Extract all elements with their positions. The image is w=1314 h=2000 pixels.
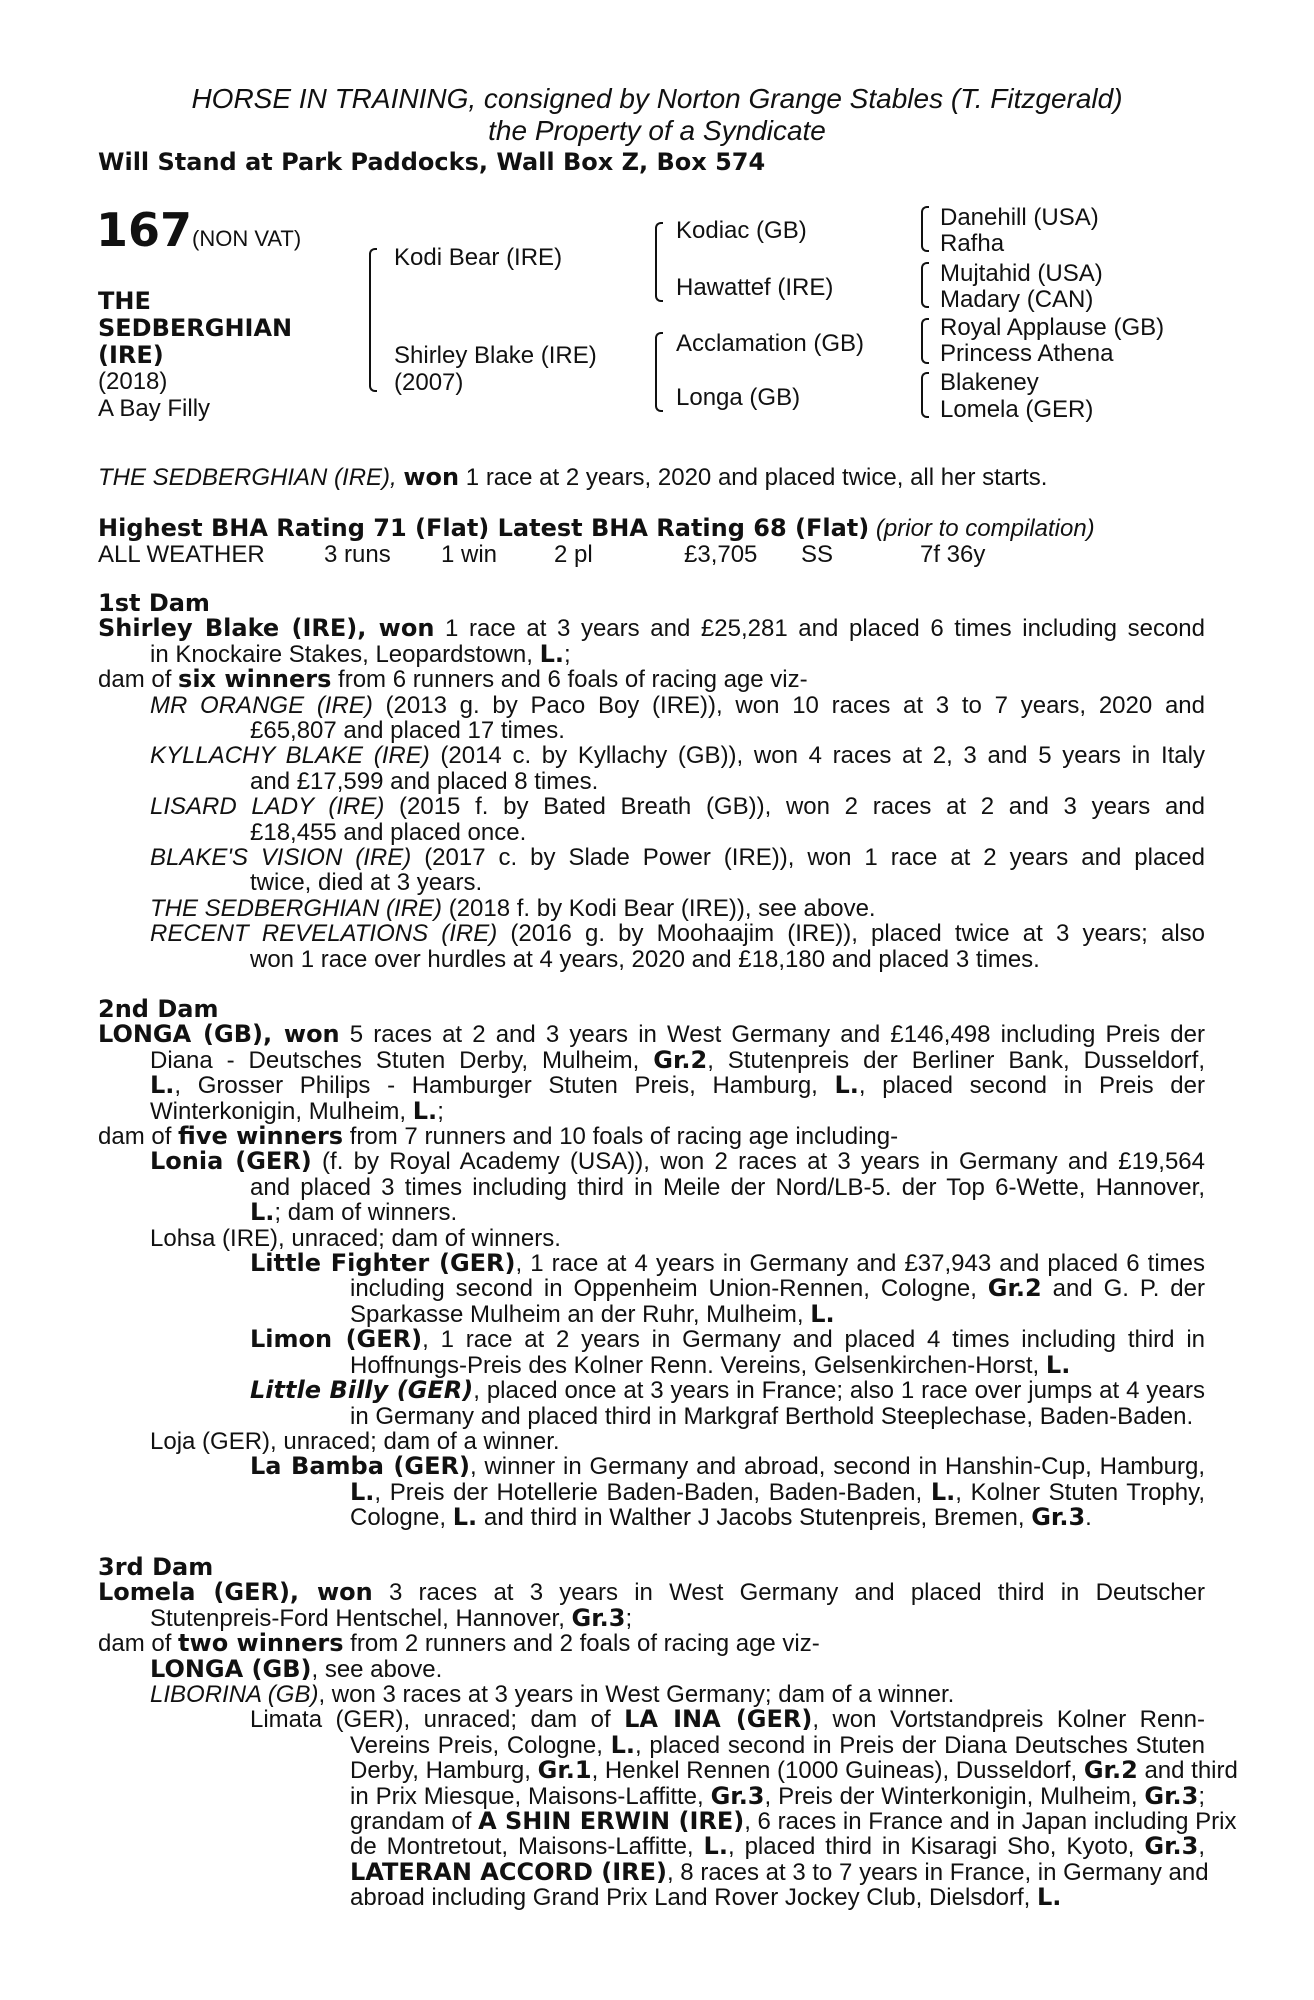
grade: L. (810, 1299, 835, 1328)
pedigree-gen3-1: Danehill (USA) (940, 204, 1099, 231)
pedigree-gen3-5: Royal Applause (GB) (940, 314, 1165, 341)
third-dam-line-2 (98, 1603, 1205, 1632)
winners-count: two winners (178, 1629, 344, 1658)
text: , winner in Germany and abroad, second in Hanshin-Cup, Hamburg, (469, 1453, 1205, 1481)
grade: Gr.3 (1144, 1781, 1199, 1810)
text: 1 race at 3 years and £25,281 and placed 6 times including second (434, 615, 1205, 643)
first-dam-line-6 (98, 743, 1205, 768)
progeny-name: Lonia (GER) (150, 1147, 312, 1176)
text: Winterkonigin, Mulheim, (150, 1097, 413, 1125)
progeny-name: La Bamba (GER) (250, 1452, 470, 1481)
third-dam-line-9 (98, 1781, 1205, 1810)
text: (2014 c. by Kyllachy (GB)), won 4 races at 2, 3 and 5 years in Italy (429, 742, 1205, 770)
text: Limata (GER), unraced; dam of (250, 1706, 625, 1734)
third-dam-heading: 3rd Dam (98, 1553, 214, 1581)
text: , Henkel Rennen (1000 Guineas), Dusseldorf, (591, 1757, 1084, 1785)
text: , won Vortstandpreis Kolner Renn- (812, 1706, 1206, 1734)
pedigree-gen2-1: Kodiac (GB) (676, 217, 807, 244)
grade: L. (610, 1730, 636, 1759)
text: , Grosser Philips - Hamburger Stuten Preis, Hamburg, (174, 1072, 835, 1100)
second-dam-line-14 (98, 1350, 1205, 1379)
second-dam-line-3 (98, 1073, 1205, 1098)
lot-vat: (NON VAT) (192, 226, 302, 251)
text: (f. by Royal Academy (USA)), won 2 races at 3 years in Germany and £19,564 (311, 1148, 1206, 1176)
progeny-name: THE SEDBERGHIAN (IRE) (150, 894, 443, 922)
winners-count: six winners (178, 665, 332, 694)
text: ; (437, 1097, 444, 1125)
third-dam-line-5 (98, 1682, 1205, 1707)
pedigree-gen2-2: Hawattef (IRE) (676, 274, 834, 301)
second-dam-line-20 (98, 1505, 1205, 1530)
third-dam-line-6 (98, 1707, 1205, 1732)
text: (2018 f. by Kodi Bear (IRE)), see above. (442, 894, 876, 922)
grade: L. (703, 1832, 728, 1861)
third-dam-line-4 (98, 1654, 1205, 1683)
pedigree-gen3-2: Rafha (940, 230, 1005, 257)
pedigree-brace-4 (921, 206, 929, 252)
text: , Kolner Stuten Trophy, (955, 1478, 1205, 1506)
text: . (1085, 1504, 1092, 1532)
text: , 8 races at 3 to 7 years in France, in Germany and (666, 1858, 1209, 1886)
text: de Montretout, Maisons-Laffitte, (350, 1833, 704, 1861)
progeny-name: Little Billy (GER) (250, 1376, 474, 1405)
header-line-1: HORSE IN TRAINING, consigned by Norton Grange Stables (T. Fitzgerald) (191, 83, 1123, 114)
text: , 6 races in France and in Japan including Prix (744, 1808, 1237, 1836)
lot-number: 167 (96, 203, 193, 257)
second-dam-line-18 (98, 1454, 1205, 1479)
summary-text: 1 race at 2 years, 2020 and placed twice, all her starts. (465, 464, 1048, 491)
second-dam-line-13 (98, 1327, 1205, 1352)
text: and third in Walther J Jacobs Stutenpreis, Bremen, (477, 1504, 1032, 1532)
lot-name-1: THE (98, 287, 151, 315)
text: , Stutenpreis der Berliner Bank, Dusseldorf, (707, 1046, 1205, 1074)
rating-earnings: £3,705 (684, 541, 758, 568)
text: dam of (98, 1123, 179, 1151)
first-dam-line-13 (98, 921, 1205, 946)
summary-won: won (403, 463, 460, 491)
pedigree-gen3-3: Mujtahid (USA) (940, 260, 1103, 287)
text: ; (1198, 1782, 1205, 1810)
first-dam-line-9: £18,455 and placed once. (250, 818, 527, 846)
text: , placed second in Preis der Diana Deutsches Stuten (635, 1731, 1205, 1759)
grade: L. (1045, 1350, 1071, 1379)
second-dam-heading: 2nd Dam (98, 995, 219, 1023)
lot-year: (2018) (98, 368, 168, 395)
rating-placed: 2 pl (554, 541, 593, 568)
lot-name-2: SEDBERGHIAN (98, 314, 293, 342)
text: (2015 f. by Bated Breath (GB)), won 2 races at 2 and 3 years and (384, 793, 1205, 821)
second-dam-line-12 (98, 1299, 1205, 1328)
dam-name: LONGA (GB), won (98, 1020, 340, 1049)
grade: Gr.3 (1144, 1832, 1199, 1861)
text: (2013 g. by Paco Boy (IRE)), won 10 races at 3 to 7 years, 2020 and (372, 691, 1205, 719)
grade: L. (350, 1477, 375, 1506)
text: , see above. (311, 1655, 443, 1683)
third-dam-line-8 (98, 1756, 1238, 1785)
text: in Knockaire Stakes, Leopardstown, (150, 640, 540, 668)
text: from 6 runners and 6 foals of racing age viz- (331, 666, 808, 694)
text: , 1 race at 2 years in Germany and placed 4 times including third in (422, 1326, 1205, 1354)
text: , won 3 races at 3 years in West Germany; dam of a winner. (318, 1681, 955, 1709)
text: , 1 race at 4 years in Germany and £37,943 and placed 6 times (515, 1250, 1205, 1278)
text: including second in Oppenheim Union-Rennen, Cologne, (350, 1275, 988, 1303)
grade: L. (412, 1096, 438, 1125)
header-line-2: the Property of a Syndicate (488, 115, 826, 146)
first-dam-line-11: twice, died at 3 years. (250, 869, 483, 897)
text: dam of (98, 666, 179, 694)
first-dam-line-10 (98, 845, 1205, 870)
grade: Gr.1 (537, 1756, 592, 1785)
text: Sparkasse Mulheim an der Ruhr, Mulheim, (350, 1300, 811, 1328)
second-dam-line-1 (98, 1022, 1205, 1047)
text: Hoffnungs-Preis des Kolner Renn. Vereins, Gelsenkirchen-Horst, (350, 1351, 1046, 1379)
grade: L. (930, 1477, 956, 1506)
second-dam-line-8 (98, 1200, 1205, 1225)
second-dam-line-7: and placed 3 times including third in Meile der Nord/LB-5. der Top 6-Wette, Hannover, (250, 1173, 1205, 1201)
text: , Preis der Winterkonigin, Mulheim, (764, 1782, 1145, 1810)
text: abroad including Grand Prix Land Rover Jockey Club, Dielsdorf, (350, 1884, 1038, 1912)
progeny-name: Little Fighter (GER) (250, 1249, 516, 1278)
third-dam-line-1 (98, 1580, 1205, 1605)
pedigree-gen2-4: Longa (GB) (676, 384, 801, 411)
lot-desc: A Bay Filly (98, 395, 211, 422)
progeny-name: LATERAN ACCORD (IRE) (350, 1857, 667, 1886)
second-dam-line-4 (98, 1096, 1205, 1125)
second-dam-line-2 (98, 1045, 1205, 1074)
progeny-name: RECENT REVELATIONS (IRE) (150, 920, 498, 948)
grade: Gr.2 (987, 1274, 1042, 1303)
text: , placed second in Preis der (858, 1072, 1205, 1100)
third-dam-line-7 (98, 1730, 1205, 1759)
text: ; (563, 640, 571, 668)
pedigree-gen3-6: Princess Athena (940, 340, 1114, 367)
text: dam of (98, 1630, 179, 1658)
second-dam-line-5 (98, 1124, 1205, 1149)
rating-note: (prior to compilation) (875, 515, 1095, 542)
pedigree-gen3-4: Madary (CAN) (940, 286, 1094, 313)
second-dam-line-11 (98, 1276, 1205, 1301)
text: (2017 c. by Slade Power (IRE)), won 1 race at 2 years and placed (411, 844, 1205, 872)
grade: L. (452, 1503, 478, 1532)
third-dam-line-12 (98, 1857, 1209, 1886)
first-dam-line-4 (98, 693, 1205, 718)
winners-count: five winners (178, 1122, 344, 1151)
race-summary (98, 463, 1047, 492)
grade: Gr.3 (571, 1603, 626, 1632)
first-dam-line-14: won 1 race over hurdles at 4 years, 2020 and £18,180 and placed 3 times. (250, 945, 1040, 973)
third-dam-line-10 (98, 1807, 1237, 1836)
text: and third (1137, 1757, 1238, 1785)
rating-title: Highest BHA Rating 71 (Flat) Latest BHA Rating 68 (Flat) (98, 514, 870, 542)
rating-wins: 1 win (441, 541, 498, 568)
grade: Gr.2 (653, 1045, 708, 1074)
text: Stutenpreis-Ford Hentschel, Hannover, (150, 1604, 572, 1632)
pedigree-gen3-7: Blakeney (940, 369, 1039, 396)
dam-name: Shirley Blake (IRE), won (98, 614, 435, 643)
pedigree-brace-6 (921, 318, 929, 364)
second-dam-line-19 (98, 1477, 1205, 1506)
progeny-name: KYLLACHY BLAKE (IRE) (150, 742, 430, 770)
text: , Preis der Hotellerie Baden-Baden, Baden-Baden, (374, 1478, 931, 1506)
second-dam-line-17: Loja (GER), unraced; dam of a winner. (150, 1427, 560, 1455)
grade: L. (250, 1198, 275, 1227)
lot-name-3: (IRE) (98, 341, 164, 369)
text: ; (625, 1604, 633, 1632)
progeny-name: Limon (GER) (250, 1325, 423, 1354)
grade: L. (539, 639, 564, 668)
pedigree-brace-3 (655, 332, 663, 412)
second-dam-line-16: in Germany and placed third in Markgraf Berthold Steeplechase, Baden-Baden. (350, 1402, 1194, 1430)
text: (2016 g. by Moohaajim (IRE)), placed twice at 3 years; also (497, 920, 1206, 948)
first-dam-line-5: £65,807 and placed 17 times. (250, 717, 565, 745)
rating-distance: 7f 36y (920, 541, 986, 568)
pedigree-dam-year: (2007) (394, 369, 464, 396)
first-dam-line-8 (98, 794, 1205, 819)
first-dam-section (98, 591, 1205, 972)
pedigree-sire: Kodi Bear (IRE) (394, 244, 563, 271)
rating-runs: 3 runs (324, 541, 391, 568)
rating-surface: ALL WEATHER (98, 541, 265, 568)
pedigree-brace-2 (655, 222, 663, 302)
text: , placed once at 3 years in France; also 1 race over jumps at 4 years (473, 1377, 1205, 1405)
summary-horse-name: THE SEDBERGHIAN (IRE), (98, 464, 397, 491)
text: Derby, Hamburg, (350, 1757, 538, 1785)
text: ; dam of winners. (274, 1199, 458, 1227)
progeny-name: LA INA (GER) (624, 1705, 813, 1734)
third-dam-line-13 (98, 1885, 1205, 1910)
grade: Gr.3 (710, 1781, 765, 1810)
third-dam-section (98, 1553, 1238, 1912)
text: 5 races at 2 and 3 years in West Germany and £146,498 including Preis der (339, 1021, 1205, 1049)
first-dam-line-1 (98, 616, 1205, 641)
third-dam-line-11 (98, 1834, 1205, 1859)
second-dam-line-10 (98, 1251, 1205, 1276)
second-dam-line-9: Lohsa (IRE), unraced; dam of winners. (150, 1224, 561, 1252)
pedigree-gen3-8: Lomela (GER) (940, 396, 1094, 423)
pedigree-brace-1 (369, 248, 377, 392)
progeny-name: LONGA (GB) (150, 1654, 312, 1683)
first-dam-line-3 (98, 667, 1205, 692)
text: Vereins Preis, Cologne, (350, 1731, 611, 1759)
grade: L. (1037, 1883, 1062, 1912)
second-dam-section (98, 997, 1205, 1531)
pedigree-dam: Shirley Blake (IRE) (394, 342, 597, 369)
progeny-name: LISARD LADY (IRE) (150, 793, 385, 821)
text: grandam of (350, 1808, 479, 1836)
text: Diana - Deutsches Stuten Derby, Mulheim, (150, 1046, 654, 1074)
dam-name: Lomela (GER), won (98, 1578, 373, 1607)
grade: L. (834, 1071, 859, 1100)
first-dam-line-7: and £17,599 and placed 8 times. (250, 767, 599, 795)
text: in Prix Miesque, Maisons-Laffitte, (350, 1782, 711, 1810)
pedigree-brace-7 (921, 372, 929, 418)
pedigree-gen2-3: Acclamation (GB) (676, 330, 865, 357)
text: and G. P. der (1041, 1275, 1205, 1303)
progeny-name: BLAKE'S VISION (IRE) (150, 844, 412, 872)
text: from 2 runners and 2 foals of racing age viz- (343, 1630, 820, 1658)
grade: Gr.2 (1083, 1756, 1138, 1785)
first-dam-line-12 (98, 896, 1205, 921)
progeny-name: A SHIN ERWIN (IRE) (478, 1807, 745, 1836)
text: , placed third in Kisaragi Sho, Kyoto, (727, 1833, 1145, 1861)
second-dam-line-6 (98, 1149, 1205, 1174)
third-dam-line-3 (98, 1631, 1205, 1656)
rating-line (98, 514, 1095, 543)
text: Cologne, (350, 1504, 453, 1532)
progeny-name: LIBORINA (GB) (150, 1681, 319, 1709)
second-dam-line-15 (98, 1378, 1205, 1403)
grade: Gr.3 (1031, 1503, 1086, 1532)
first-dam-heading: 1st Dam (98, 589, 210, 617)
text: , (1198, 1833, 1205, 1861)
grade: L. (150, 1071, 175, 1100)
rating-ss: SS (801, 541, 834, 568)
progeny-name: MR ORANGE (IRE) (150, 691, 373, 719)
text: 3 races at 3 years in West Germany and placed third in Deutscher (372, 1579, 1205, 1607)
first-dam-line-2 (98, 639, 1205, 668)
pedigree-brace-5 (921, 262, 929, 308)
text: from 7 runners and 10 foals of racing age including- (343, 1123, 899, 1151)
header-line-3: Will Stand at Park Paddocks, Wall Box Z, Box 574 (98, 148, 766, 176)
